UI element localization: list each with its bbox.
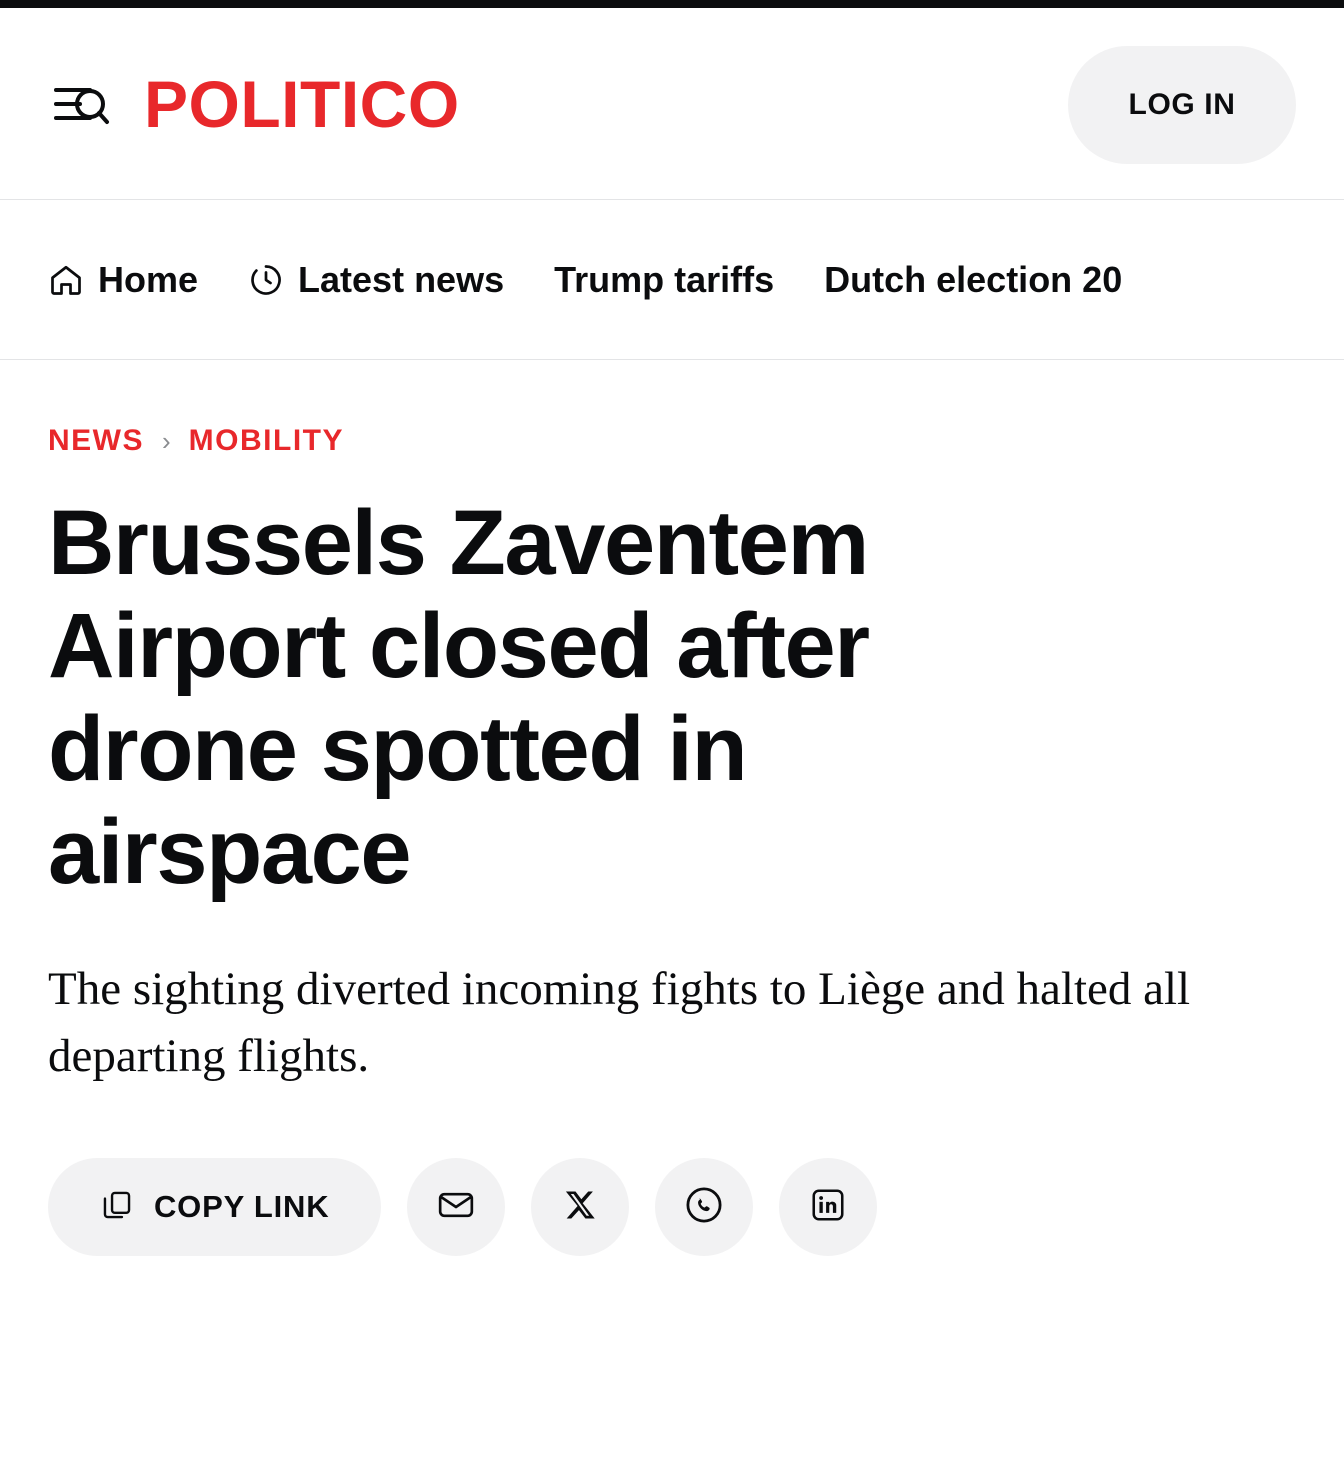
share-x-button[interactable]: [531, 1158, 629, 1256]
breadcrumb-item-mobility[interactable]: MOBILITY: [188, 424, 344, 457]
x-twitter-icon: [562, 1187, 598, 1226]
clock-icon: [248, 262, 284, 298]
site-header: [0, 8, 1344, 200]
email-icon: [436, 1185, 476, 1228]
breadcrumb-item-news[interactable]: NEWS: [48, 424, 144, 457]
copy-link-label: COPY LINK: [154, 1188, 330, 1224]
article-main: [0, 360, 1344, 1296]
share-whatsapp-button[interactable]: [655, 1158, 753, 1256]
nav-item-home[interactable]: [48, 259, 198, 301]
linkedin-icon: [809, 1186, 847, 1227]
page-title: Brussels Zaventem Airport closed after drone spotted in airspace: [48, 492, 869, 904]
nav-item-label: Trump tariffs: [554, 258, 775, 300]
primary-nav: [0, 200, 1344, 360]
nav-item-label: Latest news: [298, 258, 505, 300]
whatsapp-icon: [683, 1184, 725, 1229]
politico-logo[interactable]: POLITICO: [144, 66, 460, 141]
copy-icon: [100, 1188, 134, 1225]
breadcrumb: [48, 424, 1296, 458]
top-black-bar: [0, 0, 1344, 8]
nav-item-label: Dutch election 20: [824, 258, 1123, 300]
nav-item-dutch-election[interactable]: [824, 259, 1122, 301]
copy-link-button[interactable]: [48, 1158, 381, 1256]
login-button[interactable]: LOG IN: [1068, 46, 1296, 164]
nav-item-label: Home: [98, 258, 199, 300]
home-icon: [48, 262, 84, 298]
share-linkedin-button[interactable]: [779, 1158, 877, 1256]
article-dek: The sighting diverted incoming fights to Liège and halted all departing flights.: [48, 963, 1191, 1082]
share-row: [48, 1158, 1296, 1296]
share-email-button[interactable]: [407, 1158, 505, 1256]
nav-item-trump-tariffs[interactable]: [554, 259, 774, 301]
nav-item-latest-news[interactable]: [248, 259, 504, 301]
breadcrumb-separator-icon: ›: [162, 425, 171, 456]
menu-search-icon[interactable]: [48, 72, 112, 136]
